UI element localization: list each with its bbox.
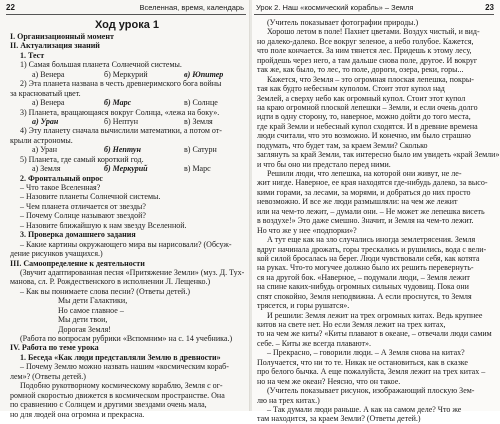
text-line: Кажется, что Земля – это огромная плоская лепешка, покры- — [267, 74, 474, 84]
text-line: – Какие картины окружающего мира вы нарисовали? (Обсуж- — [20, 239, 232, 249]
text-line: по сравнению с Солнцем и другими звездами очень мала, — [10, 400, 207, 410]
answer-option: в) Земля — [184, 116, 213, 126]
text-line: Получается, что ни то те. Никак не остановиться, как в сказке — [257, 357, 468, 367]
text-line: (Работа по вопросам рубрики «Вспомним» на с. 14 учебника.) — [20, 334, 233, 343]
text-line: – Прекрасно, – говорили люди. – А Земля снова на китах? — [267, 348, 465, 358]
text-line: китов на свете нет. Но если Земля лежит на трех китах, — [257, 320, 446, 329]
answer-option: б) Нептун — [104, 116, 139, 126]
right-content — [257, 18, 500, 424]
list-item: – Почему Солнце называют звездой? — [20, 211, 146, 221]
list-item: – Назовите ближайшую к нам звезду Вселенной. — [20, 220, 187, 230]
answer-option: а) Земля — [32, 164, 61, 174]
right-page-number: 23 — [485, 3, 494, 12]
right-running-header: Урок 2. Наш «космический корабль» – Земля — [256, 3, 414, 12]
answer-options — [10, 164, 244, 173]
text-line: А тут еще как на зло случались иногда землетрясения. Земля — [267, 235, 476, 245]
test-question: крыли астрономы. — [10, 135, 73, 145]
poem-line: Но самое главное – — [58, 305, 124, 315]
poem-line: Мы дети Галактики, — [58, 296, 128, 306]
test-question: за красноватый цвет. — [10, 88, 81, 98]
answer-option: б) Меркурий — [104, 69, 148, 79]
answer-option: в) Сатурн — [184, 145, 217, 155]
text-line: жит нигде. Наверное, ее края находятся где-нибудь далеко, за высо- — [257, 178, 488, 188]
poem-line: Дорогая Земля! — [58, 324, 111, 334]
text-line: трясется, и горы рушатся». — [257, 301, 350, 311]
section-heading: IV. Работа по теме урока — [10, 343, 99, 353]
poem-line: Мы дети твои, — [58, 315, 108, 325]
text-line: – Почему Землю можно назвать нашим «космическим кораб- — [20, 362, 229, 372]
subsection-heading: 1. Тест — [20, 50, 45, 60]
text-line: на краю огромной плоской лепешки – Земли, и если очень долго — [257, 102, 478, 112]
answer-option-correct: б) Нептун — [104, 145, 141, 155]
test-question: 2) Эта планета названа в честь древнеримского бога войны — [20, 79, 222, 89]
text-line: себе. – Киты же всегда плавают». — [257, 338, 372, 348]
text-line: вдруг начинала дрожать, горы трескались и рушились, вода с вели- — [257, 244, 487, 254]
answer-options — [10, 98, 244, 107]
text-line: кой силой бросалась на берег. Люди чувствовали себя, как котята — [257, 253, 480, 263]
list-item: – Назовите планеты Солнечной системы. — [20, 192, 161, 202]
left-running-header: Вселенная, время, календарь — [139, 3, 244, 12]
text-line: заглянуть за край Земли, так интересно было им увидеть «край Земли» — [257, 150, 500, 160]
section-heading: III. Самоопределение к деятельности — [10, 258, 145, 268]
text-line: невозможно. И все же люди размышляли: на чем же лежит — [257, 197, 458, 207]
text-line: подумать, что будет там, за краем Земли? Сколько — [257, 140, 428, 150]
text-line: кими горами, за лесами, за морями, и добраться до них просто — [257, 187, 471, 197]
subsection-heading: 2. Фронтальный опрос — [20, 173, 103, 183]
left-page — [0, 0, 250, 419]
text-line: Но что же у нее «подпорки»? — [257, 225, 357, 235]
text-line: спят спокойно, Земля неподвижна. А если проснутся, то Земля — [257, 291, 472, 301]
text-line: Землей, а сверху небо как огромный купол. Стоит этот купол — [257, 93, 466, 103]
answer-option: а) Уран — [32, 145, 58, 155]
answer-option-correct: а) Уран — [32, 116, 59, 126]
text-line: Подобно рукотворному космическому кораблю, Земля с ог- — [20, 381, 223, 391]
text-line: в воздухе!» Это даже смешно. Значит, и Земля на чем-то лежит. — [257, 216, 474, 226]
left-content — [10, 18, 244, 419]
answer-option: а) Венера — [32, 69, 65, 79]
answer-option: а) Венера — [32, 98, 65, 108]
list-item: – Что такое Вселенная? — [20, 183, 101, 192]
text-line: Решили люди, что лепешка, на которой они живут, не ле- — [267, 169, 462, 178]
text-line: (Звучит адаптированная песня «Притяжение Земли» (муз. Д. Тух- — [20, 267, 245, 277]
text-line: дение рисунков учащихся.) — [10, 249, 103, 259]
text-line: про белого бычка. А еще пожалуйста, Земля лежит на трех китах – — [257, 367, 486, 377]
text-line: ся на другой бок. «Наверное, – подумали люди, – Земля лежит — [257, 272, 470, 282]
test-question: 5) Планета, где самый короткий год. — [20, 154, 144, 164]
list-item: – Чем планета отличается от звезды? — [20, 201, 146, 211]
text-line: но для людей она огромна и прекрасна. — [10, 409, 145, 419]
subsection-heading: 1. Беседа «Как люди представляли Землю в древности» — [20, 352, 221, 362]
text-line: так же, как было, то лес, то поле, дороги, озера, реки, горы... — [257, 65, 464, 75]
text-line: или на чем-то лежит, – думали они. – Не может же лепешка висеть — [257, 206, 485, 216]
text-line: – Как вы понимаете слова песни? (Ответы детей.) — [20, 286, 190, 296]
answer-option: в) Солнце — [184, 98, 218, 108]
left-page-number: 22 — [6, 3, 15, 12]
text-line: Хорошо летом в поле! Пахнет цветами. Воздух чистый, и вид- — [267, 27, 480, 37]
text-line: то на чем же киты? «Киты плавают в океане, – отвечали люди самим — [257, 329, 492, 339]
answer-option: в) Марс — [184, 164, 211, 174]
lesson-title: Ход урока 1 — [94, 19, 159, 31]
subsection-heading: 3. Проверка домашнего задания — [20, 230, 136, 240]
text-line: лем»? (Ответы детей.) — [10, 371, 86, 381]
header-rule — [6, 14, 246, 15]
test-question: 3) Планета, вращающаяся вокруг Солнца, «лежа на боку». — [20, 107, 220, 117]
section-heading: II. Актуализация знаний — [10, 41, 100, 51]
text-line: на спине каких-нибудь огромных сильных чудовищ. Пока они — [257, 282, 469, 292]
answer-options — [10, 70, 244, 79]
text-line: (Учитель показывает фотографии природы.) — [267, 18, 419, 27]
text-line: ромной скоростью движется в космическом пространстве. Она — [10, 390, 225, 400]
text-line: на руках. Что-то могучее должно было их решить перевернуть- — [257, 263, 474, 273]
test-question: 1) Самая большая планета Солнечной системы. — [20, 60, 182, 70]
text-line: там находится, за краем Земли? (Ответы детей.) — [257, 414, 421, 424]
text-line: – Так думали люди раньше. А как на самом деле? Что же — [267, 404, 462, 414]
answer-option-correct: б) Меркурий — [104, 164, 148, 174]
text-line: идти в одну сторону, то, наверное, можно дойти до того места, — [257, 112, 471, 122]
text-line: но далеко-далеко. Все вокруг зеленое, а небо голубое. Кажется, — [257, 36, 474, 46]
text-line: и что бы оно ни предстало перед ними. — [257, 159, 391, 169]
right-page — [252, 0, 500, 424]
text-line: И решили: Земля лежит на трех огромных китах. Ведь крупнее — [267, 310, 483, 320]
text-line: но на чем же океан? Неясно, что он такое. — [257, 376, 401, 386]
answer-option-correct: б) Марс — [104, 98, 132, 108]
answer-options — [10, 117, 244, 126]
test-question: 4) Эту планету сначала вычислили математики, а потом от- — [20, 126, 222, 136]
text-line: пройдешь через него, а там дальше снова поле, другое. И вокруг — [257, 55, 478, 65]
text-line: где край Земли и небесный купол сходятся. И в древние времена — [257, 121, 478, 131]
text-line: тая как будто небесным куполом. Стоит этот купол над — [257, 84, 445, 94]
answer-options — [10, 145, 244, 154]
answer-option-correct: в) Юпитер — [184, 69, 224, 79]
text-line: люди считали, что это возможно. И конечно, им было страшно — [257, 131, 471, 141]
text-line: что поле кончается. За ним тянется лес. Придешь к этому лесу, — [257, 46, 472, 56]
header-rule — [254, 14, 494, 15]
text-line: манова, сл. Р. Рождественского в исполнении Л. Лещенко.) — [10, 277, 211, 287]
text-line: (Учитель показывает рисунок, изображающий плоскую Зем- — [267, 386, 475, 396]
section-heading: I. Организационный момент — [10, 32, 114, 41]
text-line: лю на трех китах.) — [257, 395, 320, 405]
